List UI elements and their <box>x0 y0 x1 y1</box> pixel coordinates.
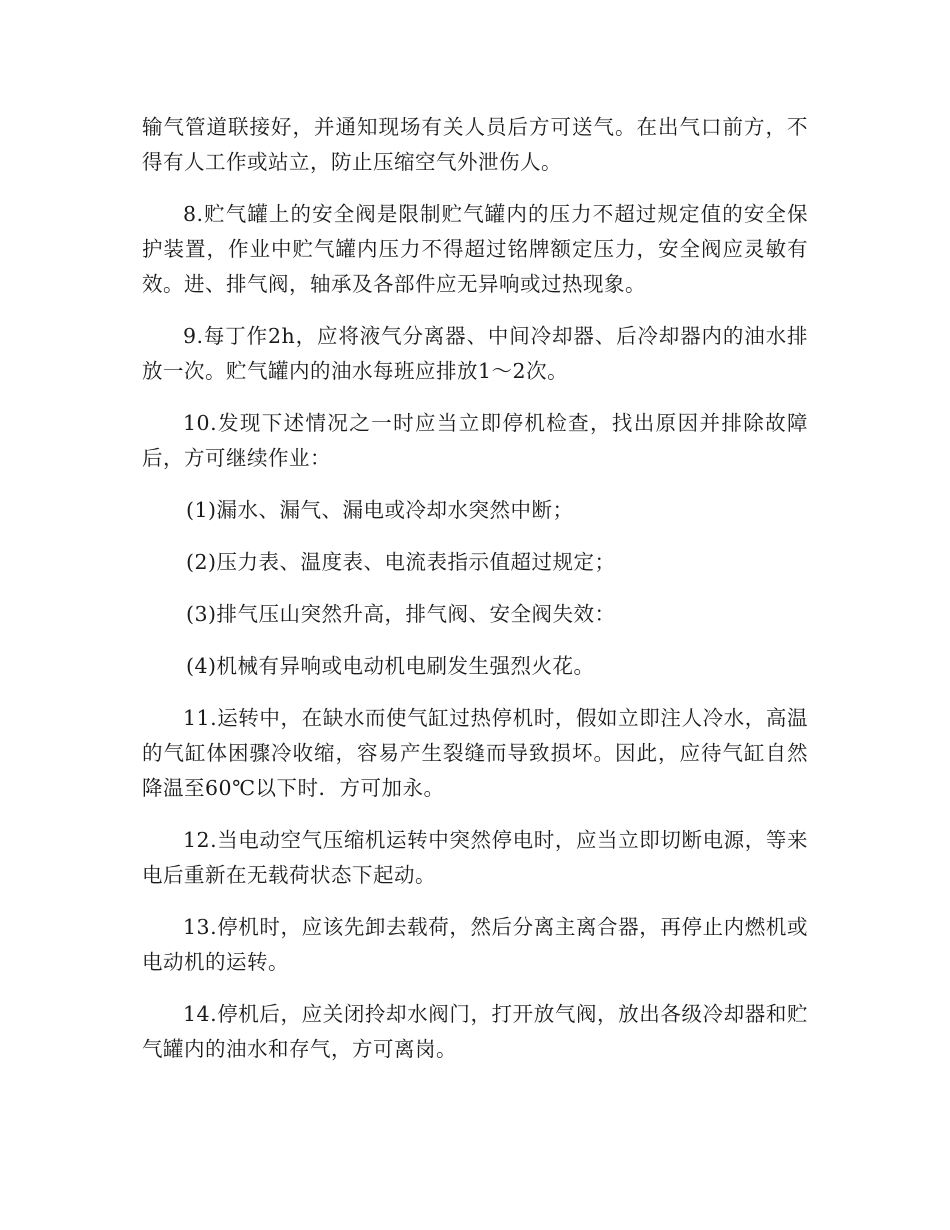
sub-item-4: (4)机械有异响或电动机电刷发生强烈火花。 <box>186 654 595 678</box>
sub-item-2: (2)压力表、温度表、电流表指示值超过规定； <box>186 550 616 574</box>
paragraph-item-10: 10.发现下述情况之一时应当立即停机检查，找出原因并排除故障后，方可继续作业： <box>142 411 808 470</box>
sub-item-3: (3)排气压山突然升高，排气阀、安全阀失效： <box>186 602 616 626</box>
paragraph-item-9: 9.每丁作2h，应将液气分离器、中间冷却器、后冷却器内的油水排放一次。贮气罐内的油水每班应排放1～2次。 <box>142 324 808 383</box>
paragraph-item-14: 14.停机后，应关闭拎却水阀门，打开放气阀，放出各级冷却器和贮气罐内的油水和存气，方可离岗。 <box>142 1002 808 1061</box>
paragraph-item-12: 12.当电动空气压缩机运转中突然停电时，应当立即切断电源，等来电后重新在无载荷状态下起动。 <box>142 828 808 887</box>
paragraph-item-8: 8.贮气罐上的安全阀是限制贮气罐内的压力不超过规定值的安全保护装置，作业中贮气罐内压力不得超过铭牌额定压力，安全阀应灵敏有效。进、排气阀，轴承及各部件应无异响或过热现象。 <box>142 202 808 296</box>
paragraph-continuation: 输气管道联接好，并通知现场有关人员后方可送气。在出气口前方，不得有人工作或站立，防止压缩空气外泄伤人。 <box>142 115 808 174</box>
paragraph-item-11: 11.运转中，在缺水而使气缸过热停机时，假如立即注人冷水，高温的气缸体困骤冷收缩，容易产生裂缝而导致损坏。因此，应待气缸自然降温至60℃以下时．方可加永。 <box>142 706 808 800</box>
document-body <box>142 110 808 1084</box>
paragraph-item-13: 13.停机时，应该先卸去载荷，然后分离主离合器，再停止内燃机或电动机的运转。 <box>142 915 808 974</box>
sub-item-1: (1)漏水、漏气、漏电或冷却水突然中断； <box>186 498 574 522</box>
